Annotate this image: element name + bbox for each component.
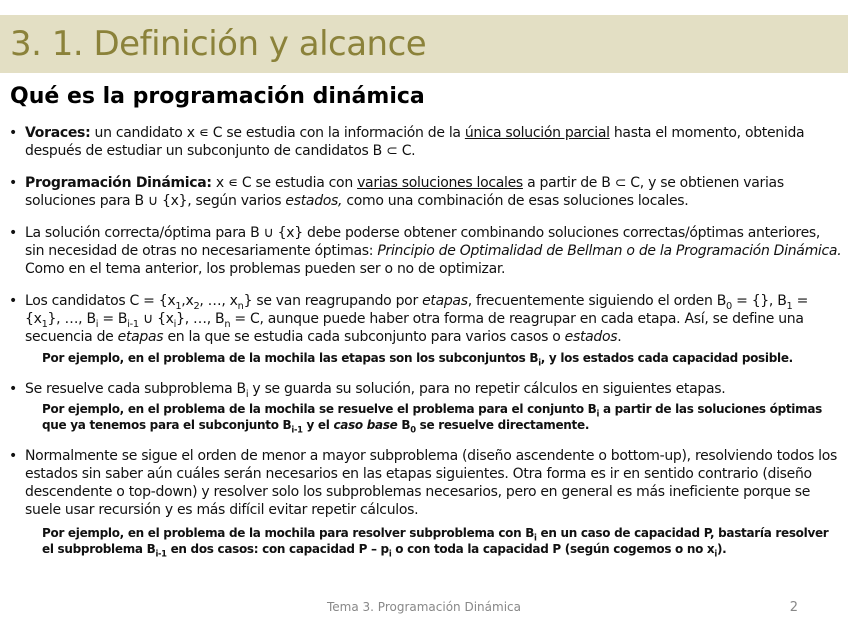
text-segment: Por ejemplo, en el problema de la mochila para resolver subproblema con B [42, 526, 535, 540]
slide-title: 3. 1. Definición y alcance [10, 24, 427, 64]
slide-subtitle: Qué es la programación dinámica [10, 84, 425, 109]
italic-term: estados [564, 329, 618, 345]
text-segment: en dos casos: con capacidad P – p [166, 542, 389, 556]
text-segment: en la que se estudia cada subconjunto para varios casos o [163, 329, 565, 345]
subscript: i-1 [127, 318, 139, 330]
subscript: i [245, 388, 249, 400]
underlined-phrase: varias soluciones locales [357, 175, 523, 191]
text-segment: a partir de B ⊂ C, y se obtienen varias soluciones para B ∪ {x}, según varios [25, 175, 784, 209]
text-segment: Normalmente se sigue el orden de menor a mayor subproblema (diseño ascendente o bottom-up), resolviendo todos los estados sin saber aún cuáles serán necesarios en las etapas siguientes. Otra forma es ir en sentido contrario (diseño descendente o top-down) y resolver solo los subproblemas necesarios, pero en general es más ineficiente porque se suele usar recursión y es más difícil evitar repetir cálculos. [25, 448, 838, 518]
text-segment: Como en el tema anterior, los problemas pueden ser o no de optimizar. [25, 261, 506, 277]
text-segment: . [617, 329, 622, 345]
subscript: 1 [175, 300, 182, 312]
principle-name: Principio de Optimalidad de Bellman o de la Programación Dinámica. [377, 243, 842, 259]
text-segment: Se resuelve cada subproblema B [25, 381, 246, 397]
text-segment: se resuelve directamente. [415, 418, 590, 432]
text-segment: B [397, 418, 411, 432]
bullet-etapas [8, 292, 842, 346]
subscript: n [224, 318, 231, 330]
text-segment: en un caso de capacidad P, bastaría resolver el subproblema B [42, 526, 829, 556]
text-segment: Por ejemplo, en el problema de la mochila se resuelve el problema para el conjunto B [42, 402, 597, 416]
text-segment: a partir de las soluciones óptimas que ya tenemos para el subconjunto B [42, 402, 822, 432]
text-segment: ). [716, 542, 727, 556]
text-segment: = C, aunque puede haber otra forma de reagrupar en cada etapa. Así, se define una secuencia de [25, 311, 804, 345]
text-segment: y el [302, 418, 334, 432]
text-segment: o con toda la capacidad P (según cogemos o no x [391, 542, 715, 556]
underlined-phrase: única solución parcial [464, 125, 610, 141]
subscript: i [173, 318, 177, 330]
subscript: 0 [726, 300, 732, 312]
subscript: i-1 [291, 424, 303, 435]
text-segment: y se guarda su solución, para no repetir cálculos en siguientes etapas. [248, 381, 726, 397]
bullet-orden [8, 447, 842, 519]
slide-content [8, 124, 842, 557]
example-resuelve [42, 401, 842, 433]
text-segment: }, …, B [47, 311, 96, 327]
subscript: 1 [786, 300, 793, 312]
text-segment: como una combinación de esas soluciones locales. [342, 193, 689, 209]
text-segment: x ∊ C se estudia con [211, 175, 358, 191]
bullet-programacion-dinamica [8, 174, 842, 210]
subscript: 1 [41, 318, 48, 330]
subscript: 2 [193, 300, 200, 312]
term-programacion-dinamica: Programación Dinámica: [25, 175, 212, 191]
subscript: n [237, 300, 244, 312]
text-segment: = {}, B [731, 293, 787, 309]
text-segment: Por ejemplo, en el problema de la mochila las etapas son los subconjuntos B [42, 351, 539, 365]
text-segment: = {x [25, 293, 809, 327]
text-segment: } se van reagrupando por [243, 293, 423, 309]
example-etapas [42, 350, 842, 366]
subscript: i [388, 548, 392, 559]
bullet-resuelve [8, 380, 842, 398]
text-segment: Los candidatos C = {x [25, 293, 176, 309]
text-segment: un candidato x ∊ C se estudia con la información de la [90, 125, 465, 141]
page-number: 2 [789, 600, 798, 615]
text-segment: hasta el momento, obtenida después de estudiar un subconjunto de candidatos B ⊂ C. [25, 125, 805, 159]
text-segment: = B [98, 311, 128, 327]
example-orden [42, 525, 842, 557]
term-voraces: Voraces: [25, 125, 91, 141]
text-segment: , y los estados cada capacidad posible. [540, 351, 793, 365]
italic-term: etapas [422, 293, 468, 309]
subscript: i [95, 318, 99, 330]
text-segment: La solución correcta/óptima para B ∪ {x} debe poderse obtener combinando soluciones correctas/óptimas anteriores, sin necesidad de otras no necesariamente óptimas: [25, 225, 821, 259]
bullet-voraces [8, 124, 842, 160]
footer-text: Tema 3. Programación Dinámica [327, 600, 521, 614]
subscript: i [596, 408, 600, 419]
italic-term: estados, [285, 193, 343, 209]
subscript: 0 [410, 424, 416, 435]
text-segment: , …, x [199, 293, 238, 309]
text-segment: ,x [181, 293, 194, 309]
subscript: i [534, 532, 537, 543]
subscript: i-1 [155, 548, 167, 559]
text-segment: , frecuentemente siguiendo el orden B [467, 293, 727, 309]
text-segment: ∪ {x [138, 311, 174, 327]
subscript: i [538, 357, 541, 368]
text-segment: }, …, B [176, 311, 225, 327]
bullet-optimalidad [8, 224, 842, 278]
subscript: i [714, 548, 717, 559]
italic-term: etapas [117, 329, 164, 345]
italic-term: caso base [333, 418, 398, 432]
